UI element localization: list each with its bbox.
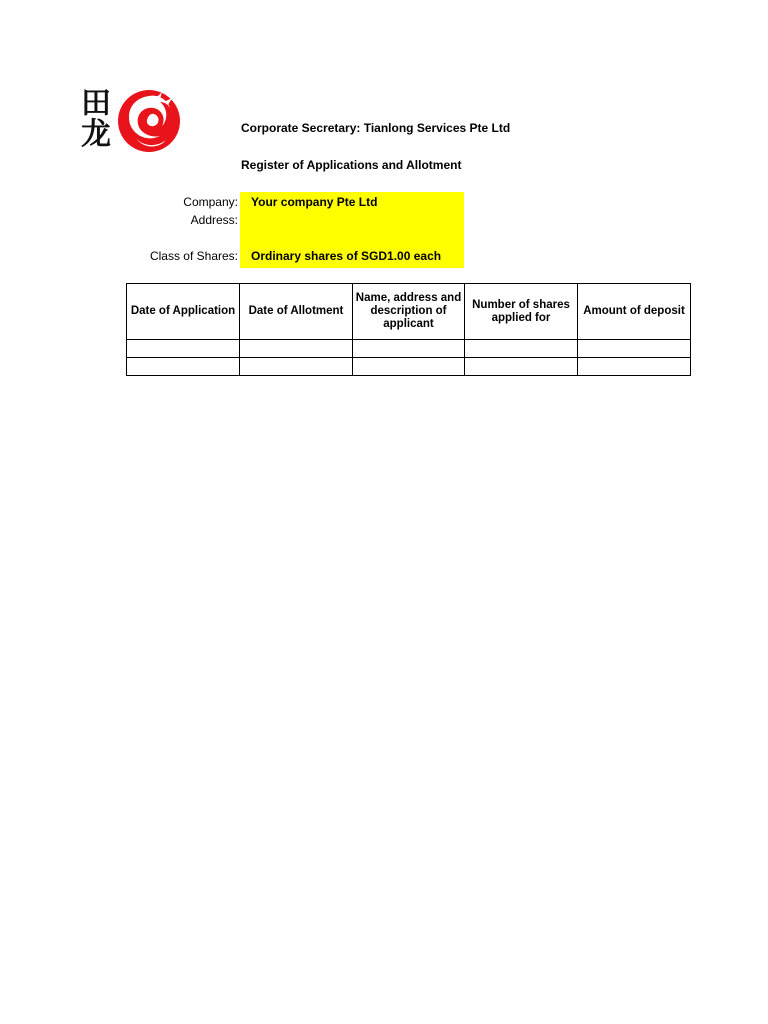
table-cell[interactable] (353, 340, 465, 358)
table-cell[interactable] (353, 358, 465, 376)
address-label: Address: (190, 213, 238, 227)
table-cell[interactable] (127, 340, 240, 358)
table-cell[interactable] (240, 358, 353, 376)
table-cell[interactable] (578, 358, 691, 376)
class-of-shares-value[interactable]: Ordinary shares of SGD1.00 each (251, 249, 442, 263)
class-of-shares-label: Class of Shares: (149, 249, 238, 263)
dragon-emblem-icon (116, 88, 182, 154)
company-label: Company: (183, 195, 238, 209)
company-logo (72, 88, 184, 158)
column-header-amount-of-deposit: Amount of deposit (578, 284, 691, 340)
column-header-applicant: Name, address and description of applicant (353, 284, 465, 340)
column-header-number-of-shares: Number of shares applied for (465, 284, 578, 340)
table-cell[interactable] (578, 340, 691, 358)
table-cell[interactable] (465, 340, 578, 358)
table-row (127, 340, 691, 358)
table-cell[interactable] (240, 340, 353, 358)
table-header-row (127, 284, 691, 340)
table-cell[interactable] (127, 358, 240, 376)
column-header-date-of-allotment: Date of Allotment (240, 284, 353, 340)
register-title: Register of Applications and Allotment (241, 158, 462, 172)
table-cell[interactable] (465, 358, 578, 376)
column-header-date-of-application: Date of Application (127, 284, 240, 340)
company-value[interactable]: Your company Pte Ltd (251, 195, 378, 209)
corporate-secretary-heading: Corporate Secretary: Tianlong Services Pte Ltd (241, 121, 511, 135)
logo-characters: 田龙 (81, 86, 111, 152)
table-row (127, 358, 691, 376)
register-table (126, 283, 691, 376)
